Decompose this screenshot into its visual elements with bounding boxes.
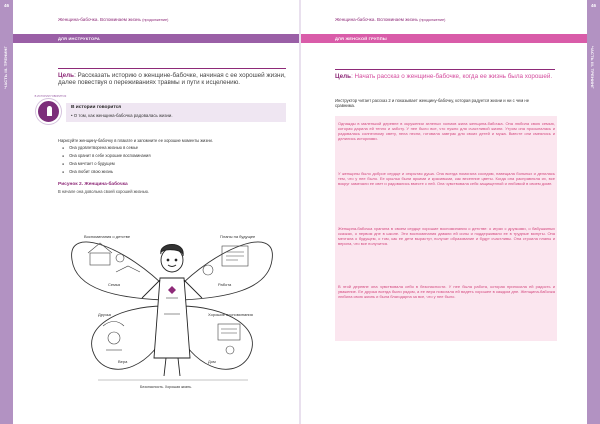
upper-right-wing [176,242,272,300]
left-side-band [0,0,13,424]
story-icon-caption: В ИСТОРИИ ГОВОРИТСЯ [34,95,67,98]
left-intro-text: Нарисуйте женщину-бабочку в плакате и запомните ее хорошие моменты жизни. [58,138,213,143]
butterfly-woman-illustration [58,198,286,390]
label-right-mid: Работа [218,282,232,287]
story-paragraph: Однажды в маленькой деревне в окружении зеленых холмов жила женщина-бабочка. Она любила свою семью, которая дарила ей тепло и заботу. У нее было все, что нужно для счастливой жизни. Утром она просыпалась и радовалась солнечному свету, пела песни, готовила завтрак для своих детей и мужа. Вместе они смеялись и делились историями. [338,121,555,142]
right-running-head-small: (продолжение) [419,18,446,22]
right-section-bar [301,34,587,43]
figure-title: Рисунок 2. Женщина-бабочка [58,182,128,187]
right-page [301,0,587,424]
bullet-item: ● Она удовлетворена жизнью в семье [62,144,262,152]
left-bullet-list [62,144,262,176]
bullet-item: ● Она хранит в себе хорошие воспоминания [62,152,262,160]
label-bottom-right: Дом [208,359,216,364]
upper-left-wing [72,242,168,300]
story-paragraph: В этой деревне она чувствовала себя в безопасности. У нее была работа, которая приносила ей радость и уважение. Ее друзья всегда были рядом, а ее вера помогала ей видеть хорошее в каждом дне. Женщина-бабочка любила свою жизнь и была благодарна за все, что у нее было. [338,284,555,300]
left-goal [58,72,288,87]
story-paragraph: Женщина-бабочка хранила в своем сердце хорошие воспоминания о детстве: о играх с друзьями, о бабушкиных сказках, о первом дне в школе. Эти воспоминания давали ей силы и поддерживали ее в трудные минуты. Она мечтала о будущем, о том, как ее дети вырастут, получат образование и будут счастливы. Она строила планы и верила, что все получится. [338,226,555,247]
right-side-text: ЧАСТЬ III. ТРЕНИНГ [590,46,595,89]
instructor-note: Инструктор читает рассказ 2 и показывает женщину-бабочку, которая радуется жизни и ни с чем не сравнима. [335,98,530,108]
left-running-head-small: (продолжение) [142,18,169,22]
right-side-band [587,0,600,424]
left-goal-rule [58,68,286,69]
story-text-box [335,116,557,341]
story-summary-box [66,103,286,122]
label-top-right: Планы на будущее [220,234,256,239]
right-goal-label: Цель [335,73,352,80]
left-side-text: ЧАСТЬ III. ТРЕНИНГ [3,46,8,89]
label-left-low: Друзья [98,312,111,317]
bullet-item: ● Она мечтает о будущем [62,160,262,168]
label-ground: Безопасность. Хорошая жизнь. [140,385,193,389]
story-box-item: • О том, как женщина-бабочка радовалась жизни. [71,113,173,118]
left-running-head [58,17,168,22]
figure-subtitle: В начале она довольна своей хорошей жизнью. [58,189,150,194]
story-paragraph: У женщины было доброе сердце и открытая душа. Она всегда помогала соседям, навещала больных и делилась тем, что у нее было. Ее крылья были яркими и красивыми, как весенние цветы. Когда она расправляла их, все вокруг замечали ее свет и радовались вместе с ней. Она чувствовала себя защищенной и любимой в своем доме. [338,171,555,187]
right-running-head [335,17,445,22]
right-goal-rule [335,69,555,70]
right-page-number: 46 [590,3,596,8]
label-right-low: Хорошие воспоминания [208,312,253,317]
label-left-mid: Семья [108,282,121,287]
left-goal-text: : Рассказать историю о женщине-бабочке, начиная с ее хорошей жизни, далее повествуя о переживаниях травмы и пути к исцелению. [58,72,286,87]
left-goal-label: Цель [58,72,75,79]
left-section-label: ДЛЯ ИНСТРУКТОРА [58,36,100,41]
label-top-left: Воспоминания о детстве [84,234,131,239]
left-page [13,0,299,424]
label-bottom-left: Вера [118,359,128,364]
right-section-label: ДЛЯ ЖЕНСКОЙ ГРУППЫ [335,36,387,41]
left-section-bar [13,34,299,43]
right-running-head-title: Женщина-бабочка. Вспоминаем жизнь [335,17,418,22]
story-box-heading: В истории говорится [71,105,122,110]
bullet-item: ● Она любит свою жизнь [62,168,262,176]
right-goal-text: : Начать рассказ о женщине-бабочке, когда ее жизнь была хорошей. [351,73,553,80]
left-page-number: 46 [3,3,9,8]
right-goal [335,73,555,80]
left-running-head-title: Женщина-бабочка. Вспоминаем жизнь [58,17,141,22]
exclamation-icon [34,95,67,124]
